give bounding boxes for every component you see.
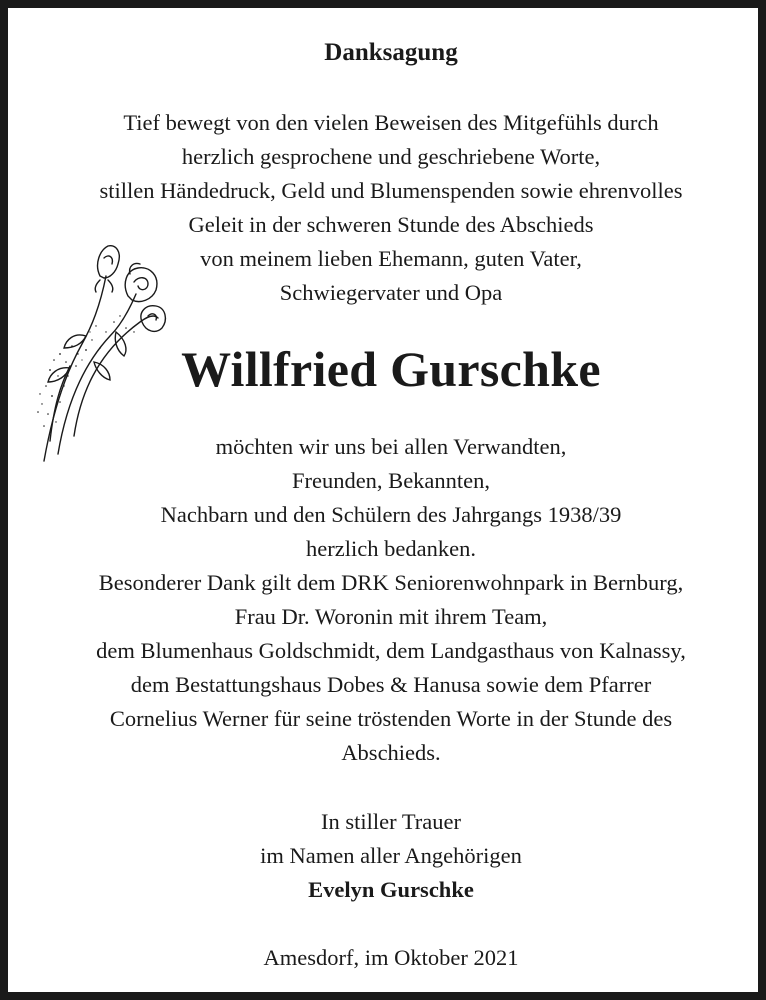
thanks-line: Cornelius Werner für seine tröstenden Worte in der Stunde des: [109, 706, 673, 731]
thanks-line: dem Blumenhaus Goldschmidt, dem Landgasthaus von Kalnassy,: [96, 638, 686, 663]
thanks-line: herzlich bedanken.: [306, 536, 476, 561]
intro-line: von meinem lieben Ehemann, guten Vater,: [200, 246, 582, 271]
place-date: Amesdorf, im Oktober 2021: [263, 945, 519, 970]
thanks-line: Besonderer Dank gilt dem DRK Seniorenwohnpark in Bernburg,: [98, 570, 684, 595]
intro-line: Geleit in der schweren Stunde des Abschieds: [188, 212, 594, 237]
intro-line: herzlich gesprochene und geschriebene Worte,: [181, 144, 601, 169]
closing-line: im Namen aller Angehörigen: [260, 843, 522, 868]
intro-line: Tief bewegt von den vielen Beweisen des Mitgefühls durch: [123, 110, 659, 135]
intro-line: Schwiegervater und Opa: [279, 280, 503, 305]
closing-line: In stiller Trauer: [321, 809, 461, 834]
thanks-line: Abschieds.: [341, 740, 441, 765]
thanks-line: möchten wir uns bei allen Verwandten,: [215, 434, 567, 459]
thanks-line: dem Bestattungshaus Dobes & Hanusa sowie dem Pfarrer: [130, 672, 652, 697]
thanks-text: [16, 430, 766, 770]
closing-block: [16, 805, 766, 907]
thanks-line: Freunden, Bekannten,: [291, 468, 491, 493]
intro-text: [16, 106, 766, 310]
deceased-name: Willfried Gurschke: [181, 341, 601, 397]
notice-heading: Danksagung: [324, 39, 458, 66]
intro-line: stillen Händedruck, Geld und Blumenspenden sowie ehrenvolles: [99, 178, 683, 203]
signer-name: Evelyn Gurschke: [308, 877, 474, 902]
thanks-line: Nachbarn und den Schülern des Jahrgangs 1938/39: [160, 502, 622, 527]
thanks-line: Frau Dr. Woronin mit ihrem Team,: [234, 604, 548, 629]
